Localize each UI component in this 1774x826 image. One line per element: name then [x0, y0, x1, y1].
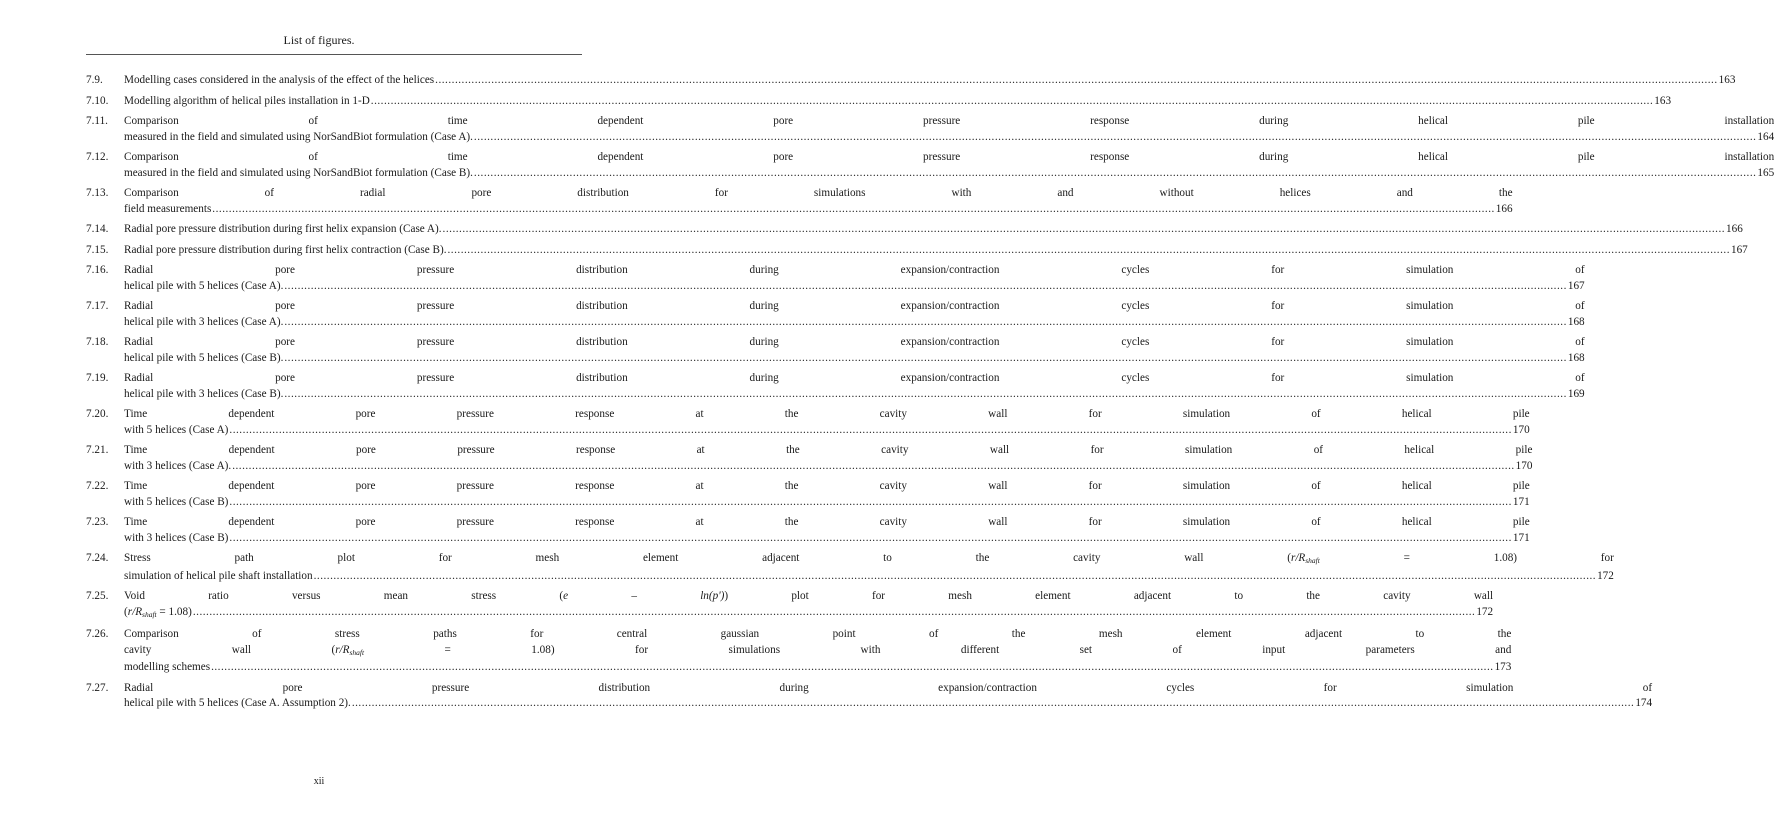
- figure-caption: with 3 helices (Case B): [124, 531, 229, 544]
- figure-number: 7.17.: [86, 300, 109, 312]
- figure-caption: Radial pore pressure distribution during first helix contraction (Case B).: [124, 243, 447, 256]
- dot-leader: [229, 423, 1511, 439]
- figure-caption-line: Comparison of radial pore distribution for simulations with and without helices and the: [124, 187, 1513, 199]
- dot-leader: [284, 279, 1566, 295]
- header-rule: [86, 54, 582, 55]
- figure-caption: with 5 helices (Case B): [124, 495, 229, 508]
- figure-entry[interactable]: [86, 371, 1585, 402]
- figure-entry[interactable]: [86, 299, 1585, 330]
- figure-caption: helical pile with 5 helices (Case A).: [124, 279, 284, 292]
- page-number: 168: [1567, 315, 1585, 328]
- figure-caption: helical pile with 3 helices (Case B).: [124, 387, 284, 400]
- dot-leader: [229, 495, 1511, 511]
- figure-caption-line: Radial pore pressure distribution during expansion/contraction cycles for simulation of: [124, 372, 1585, 384]
- dot-leader: [284, 315, 1566, 331]
- dot-leader: [193, 605, 1475, 621]
- figure-entry[interactable]: [86, 407, 1530, 438]
- figure-caption-line: Time dependent pore pressure response at the cavity wall for simulation of helical pile: [124, 444, 1533, 456]
- figure-caption-line: Radial pore pressure distribution during expansion/contraction cycles for simulation of: [124, 264, 1585, 276]
- figure-caption-line: [124, 551, 1614, 569]
- figure-entry[interactable]: [86, 114, 1774, 145]
- caption-text: Stress path plot for mesh element adjacent to the cavity wall (: [124, 552, 1291, 564]
- figure-entry[interactable]: [86, 589, 1494, 622]
- figure-caption-line: [124, 643, 1511, 661]
- figure-number: 7.13.: [86, 187, 109, 199]
- figure-entry[interactable]: [86, 94, 1672, 110]
- page-number: 173: [1494, 661, 1512, 673]
- page-number: 163: [1718, 74, 1736, 86]
- figure-caption: field measurements: [124, 202, 212, 215]
- page-number: 170: [1515, 459, 1533, 472]
- figure-entry[interactable]: [86, 263, 1585, 294]
- dot-leader: [371, 94, 1653, 110]
- figure-number: 7.16.: [86, 264, 109, 276]
- dot-leader: [352, 696, 1634, 712]
- figure-caption-line: [124, 589, 1493, 605]
- math-r: r/R: [335, 643, 350, 656]
- figure-number: 7.22.: [86, 480, 109, 492]
- caption-text: = 1.08) for simulations with different set of input parameters and: [364, 643, 1512, 656]
- figure-caption: helical pile with 5 helices (Case A. Assumption 2).: [124, 697, 351, 709]
- page-number: 165: [1757, 166, 1774, 179]
- figure-number: 7.27.: [86, 681, 109, 694]
- page-number: 168: [1567, 351, 1585, 364]
- figure-number: 7.24.: [86, 552, 109, 564]
- dot-leader: [314, 569, 1596, 585]
- figure-number: 7.11.: [86, 115, 108, 127]
- dot-leader: [474, 166, 1756, 182]
- figure-entry[interactable]: [86, 243, 1748, 259]
- page-number: 164: [1757, 130, 1774, 143]
- figure-entry[interactable]: [86, 222, 1743, 238]
- figure-caption: Modelling algorithm of helical piles installation in 1-D: [124, 94, 370, 107]
- page-number: 167: [1567, 279, 1585, 292]
- page-number: 171: [1512, 495, 1530, 508]
- figure-caption: helical pile with 3 helices (Case A).: [124, 315, 284, 328]
- figure-caption-line: Comparison of time dependent pore pressure response during helical pile installation: [124, 115, 1774, 127]
- math-r: r/R: [127, 605, 143, 618]
- figure-entry[interactable]: [86, 627, 1512, 676]
- figure-entry[interactable]: [86, 681, 1653, 712]
- dot-leader: [284, 351, 1566, 367]
- page-header: List of figures.: [283, 33, 355, 47]
- figure-caption: modelling schemes: [124, 661, 211, 673]
- figure-caption: [124, 605, 192, 623]
- dot-leader: [435, 73, 1717, 89]
- page-number: 172: [1476, 605, 1494, 618]
- page-number: 171: [1512, 531, 1530, 544]
- page-number: 163: [1654, 94, 1672, 107]
- figure-number: 7.12.: [86, 151, 109, 163]
- dot-leader: [212, 202, 1494, 218]
- math-r: r/R: [1290, 552, 1306, 564]
- page-number: 167: [1730, 243, 1748, 256]
- math-expression: e – ln(p'): [563, 590, 725, 602]
- dot-leader: [474, 130, 1756, 146]
- page-number: 170: [1512, 423, 1530, 436]
- page-number: 172: [1597, 569, 1614, 582]
- list-of-figures: [86, 73, 1774, 717]
- dot-leader: [443, 222, 1725, 238]
- figure-number: 7.19.: [86, 372, 109, 384]
- figure-entry[interactable]: [86, 335, 1585, 366]
- page-number: 174: [1635, 697, 1653, 709]
- figure-caption-line: Radial pore pressure distribution during expansion/contraction cycles for simulation of: [124, 300, 1585, 312]
- figure-number: 7.15.: [86, 243, 109, 256]
- figure-caption: helical pile with 5 helices (Case B).: [124, 351, 284, 364]
- figure-number: 7.23.: [86, 516, 109, 528]
- figure-number: 7.21.: [86, 444, 109, 456]
- figure-number: 7.10.: [86, 94, 109, 107]
- figure-number: 7.25.: [86, 590, 109, 602]
- dot-leader: [211, 660, 1493, 676]
- caption-text: Void ratio versus mean stress (: [124, 590, 564, 602]
- figure-entry[interactable]: [86, 73, 1736, 89]
- page-number: 166: [1726, 223, 1743, 235]
- figure-number: 7.18.: [86, 336, 109, 348]
- figure-entry[interactable]: [86, 479, 1530, 510]
- math-subscript: shaft: [1305, 556, 1320, 565]
- dot-leader: [232, 459, 1514, 475]
- figure-entry[interactable]: [86, 443, 1533, 474]
- figure-caption: Modelling cases considered in the analysis of the effect of the helices: [124, 74, 435, 86]
- page-number: 166: [1495, 202, 1513, 215]
- figure-caption-line: Time dependent pore pressure response at the cavity wall for simulation of helical pile: [124, 480, 1530, 492]
- figure-caption: simulation of helical pile shaft installation: [124, 569, 313, 582]
- figure-caption-line: Comparison of stress paths for central gaussian point of the mesh element adjacent to the: [124, 628, 1512, 640]
- page-number: 169: [1567, 387, 1585, 400]
- figure-caption-line: Time dependent pore pressure response at the cavity wall for simulation of helical pile: [124, 408, 1530, 420]
- dot-leader: [448, 243, 1730, 259]
- figure-entry[interactable]: [86, 515, 1530, 546]
- caption-text: cavity wall (: [124, 643, 336, 656]
- figure-number: 7.26.: [86, 628, 109, 640]
- figure-caption-line: Radial pore pressure distribution during expansion/contraction cycles for simulation of: [124, 336, 1585, 348]
- figure-caption: Radial pore pressure distribution during first helix expansion (Case A).: [124, 223, 442, 235]
- figure-caption-line: Radial pore pressure distribution during expansion/contraction cycles for simulation of: [124, 681, 1653, 694]
- figure-caption-line: Comparison of time dependent pore pressure response during helical pile installation: [124, 151, 1774, 163]
- figure-caption-line: Time dependent pore pressure response at the cavity wall for simulation of helical pile: [124, 516, 1530, 528]
- dot-leader: [284, 387, 1566, 403]
- caption-text: ) plot for mesh element adjacent to the cavity wall: [724, 590, 1494, 602]
- page-footer-number: xii: [313, 776, 325, 787]
- figure-number: 7.9.: [86, 74, 103, 86]
- figure-caption: with 3 helices (Case A).: [124, 459, 232, 472]
- caption-text: = 1.08): [156, 605, 192, 618]
- figure-entry[interactable]: [86, 186, 1513, 217]
- math-subscript: shaft: [349, 647, 365, 657]
- figure-entry[interactable]: [86, 150, 1774, 181]
- figure-caption: with 5 helices (Case A): [124, 423, 229, 436]
- math-subscript: shaft: [142, 609, 157, 619]
- figure-number: 7.14.: [86, 223, 109, 235]
- caption-text: = 1.08) for: [1319, 552, 1614, 564]
- figure-caption: measured in the field and simulated using NorSandBiot formulation (Case B).: [124, 166, 473, 179]
- figure-caption: measured in the field and simulated using NorSandBiot formulation (Case A).: [124, 130, 473, 143]
- dot-leader: [229, 531, 1511, 547]
- caption-text: (: [124, 605, 128, 618]
- figure-entry[interactable]: [86, 551, 1614, 584]
- figure-number: 7.20.: [86, 408, 109, 420]
